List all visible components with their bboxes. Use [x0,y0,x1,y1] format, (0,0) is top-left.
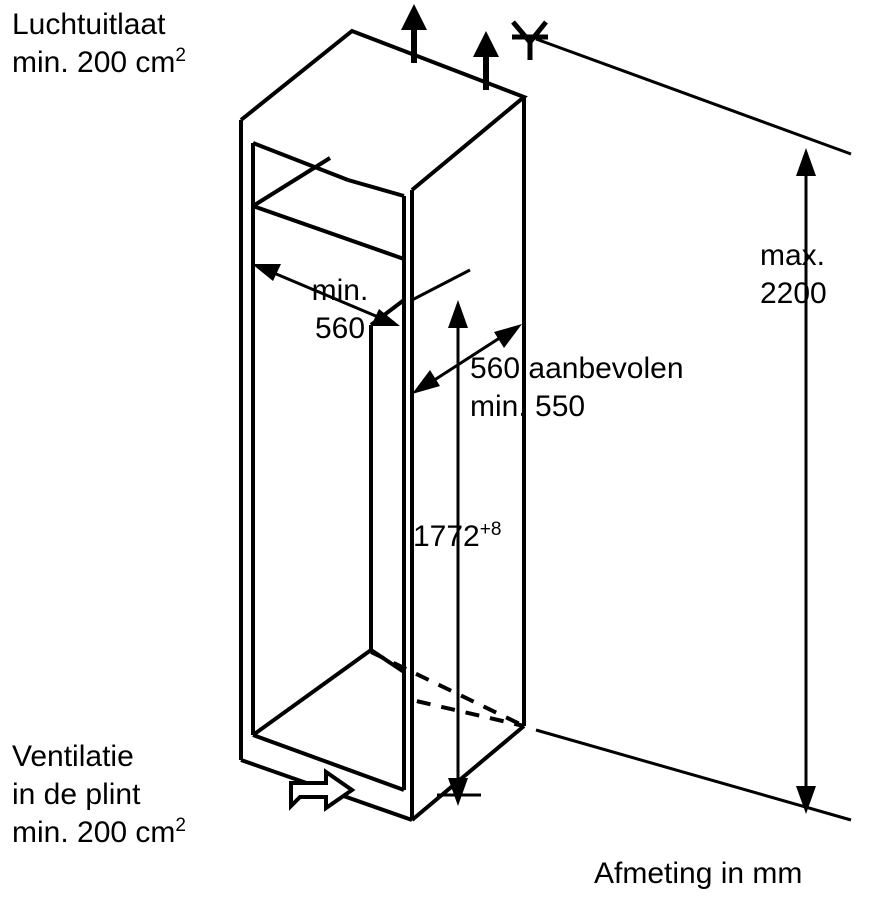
label-plinth-ventilation-line2: in de plint [12,778,141,811]
label-plinth-ventilation [12,738,186,852]
label-niche-width [470,350,684,426]
label-niche-height-value: 1772 [413,520,480,553]
label-niche-width-line2: min. 550 [470,390,586,423]
label-niche-depth-line2: 560 [314,312,366,345]
label-max-height-line1: max. [760,239,826,272]
dimension-max-2200 [536,39,851,820]
label-niche-depth-line1: min. [311,274,369,307]
label-niche-height [413,518,501,556]
up-arrow-airflow-icon-left [401,4,427,63]
label-air-outlet-line2: min. 200 cm [12,46,176,79]
label-max-height-line2: 2200 [760,277,827,310]
intake-arrow-icon [291,772,352,808]
label-air-outlet-sup: 2 [175,45,186,66]
label-max-height [760,237,827,313]
label-plinth-ventilation-sup: 2 [175,815,186,836]
label-niche-depth [285,272,395,348]
top-compartment [253,143,404,259]
label-units: Afmeting in mm [594,857,803,890]
label-niche-height-tolerance: +8 [479,519,502,540]
label-plinth-ventilation-line1: Ventilatie [12,740,134,773]
label-air-outlet [12,6,186,82]
label-niche-width-line1: 560 aanbevolen [470,352,684,385]
label-plinth-ventilation-line3: min. 200 cm [12,816,176,849]
up-arrow-airflow-icon-right [473,31,499,90]
label-air-outlet-line1: Luchtuitlaat [12,8,166,41]
